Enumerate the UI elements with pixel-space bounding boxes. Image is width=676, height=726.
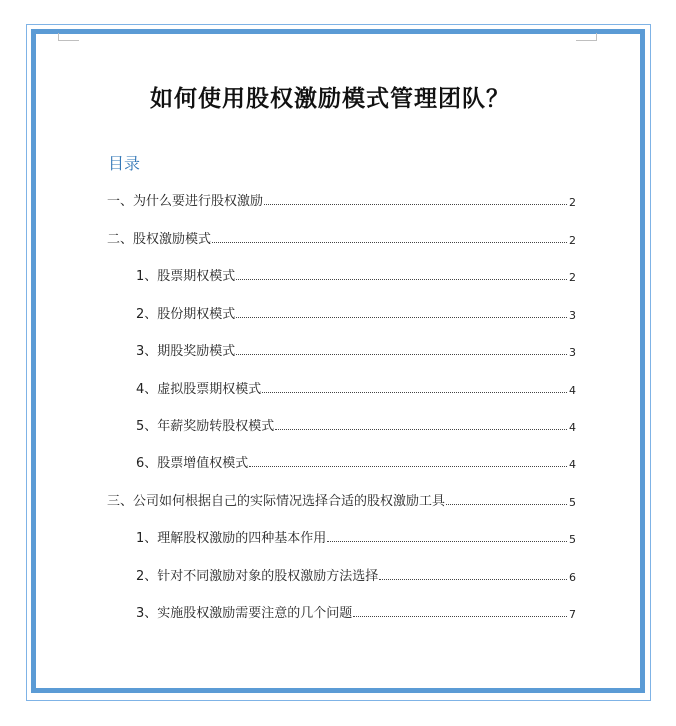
- toc-entry-label: 二、股权激励模式: [107, 232, 212, 247]
- toc-entry-label: 3、实施股权激励需要注意的几个问题: [136, 606, 353, 621]
- toc-entry-label: 3、期股奖励模式: [136, 344, 236, 359]
- toc-dot-leader: [236, 354, 567, 355]
- toc-entry[interactable]: [107, 491, 576, 509]
- toc-dot-leader: [379, 579, 567, 580]
- toc-dot-leader: [262, 392, 567, 393]
- toc-page-number: 5: [569, 496, 576, 509]
- toc-entry[interactable]: [136, 341, 576, 359]
- toc-entry-label: 6、股票增值权模式: [136, 456, 249, 471]
- toc-entry-label: 2、针对不同激励对象的股权激励方法选择: [136, 569, 379, 584]
- toc-dot-leader: [327, 541, 567, 542]
- toc-entry[interactable]: [136, 603, 576, 621]
- toc-dot-leader: [264, 204, 567, 205]
- toc-entry[interactable]: [136, 453, 576, 471]
- toc-page-number: 4: [569, 458, 576, 471]
- toc-entry-label: 1、股票期权模式: [136, 269, 236, 284]
- toc-page-number: 5: [569, 533, 576, 546]
- toc-entry[interactable]: [136, 379, 576, 397]
- toc-page-number: 2: [569, 271, 576, 284]
- toc-dot-leader: [236, 317, 567, 318]
- margin-corner-marker: [576, 33, 597, 41]
- toc-entry[interactable]: [136, 566, 576, 584]
- toc-page-number: 2: [569, 234, 576, 247]
- toc-page-number: 3: [569, 309, 576, 322]
- toc-entry[interactable]: [136, 528, 576, 546]
- page-border: [31, 29, 645, 693]
- toc-dot-leader: [353, 616, 567, 617]
- toc-entry-label: 1、理解股权激励的四种基本作用: [136, 531, 327, 546]
- toc-entry[interactable]: [107, 191, 576, 209]
- toc-dot-leader: [236, 279, 567, 280]
- toc-page-number: 4: [569, 384, 576, 397]
- toc-entry[interactable]: [136, 266, 576, 284]
- toc-entry-label: 三、公司如何根据自己的实际情况选择合适的股权激励工具: [107, 494, 446, 509]
- toc-entry-label: 2、股份期权模式: [136, 307, 236, 322]
- toc-entry-label: 一、为什么要进行股权激励: [107, 194, 264, 209]
- toc-page-number: 4: [569, 421, 576, 434]
- document-title: 如何使用股权激励模式管理团队？: [150, 85, 510, 112]
- toc-entry-label: 5、年薪奖励转股权模式: [136, 419, 275, 434]
- margin-corner-marker: [58, 33, 79, 41]
- toc-page-number: 7: [569, 608, 576, 621]
- toc-page-number: 3: [569, 346, 576, 359]
- toc-entry[interactable]: [136, 416, 576, 434]
- toc-dot-leader: [446, 504, 567, 505]
- toc-entry[interactable]: [136, 304, 576, 322]
- toc-entry[interactable]: [107, 229, 576, 247]
- toc-dot-leader: [212, 242, 567, 243]
- toc-heading: 目录: [108, 154, 141, 173]
- toc-page-number: 2: [569, 196, 576, 209]
- toc-page-number: 6: [569, 571, 576, 584]
- toc-dot-leader: [249, 466, 567, 467]
- toc-dot-leader: [275, 429, 567, 430]
- toc-entry-label: 4、虚拟股票期权模式: [136, 382, 262, 397]
